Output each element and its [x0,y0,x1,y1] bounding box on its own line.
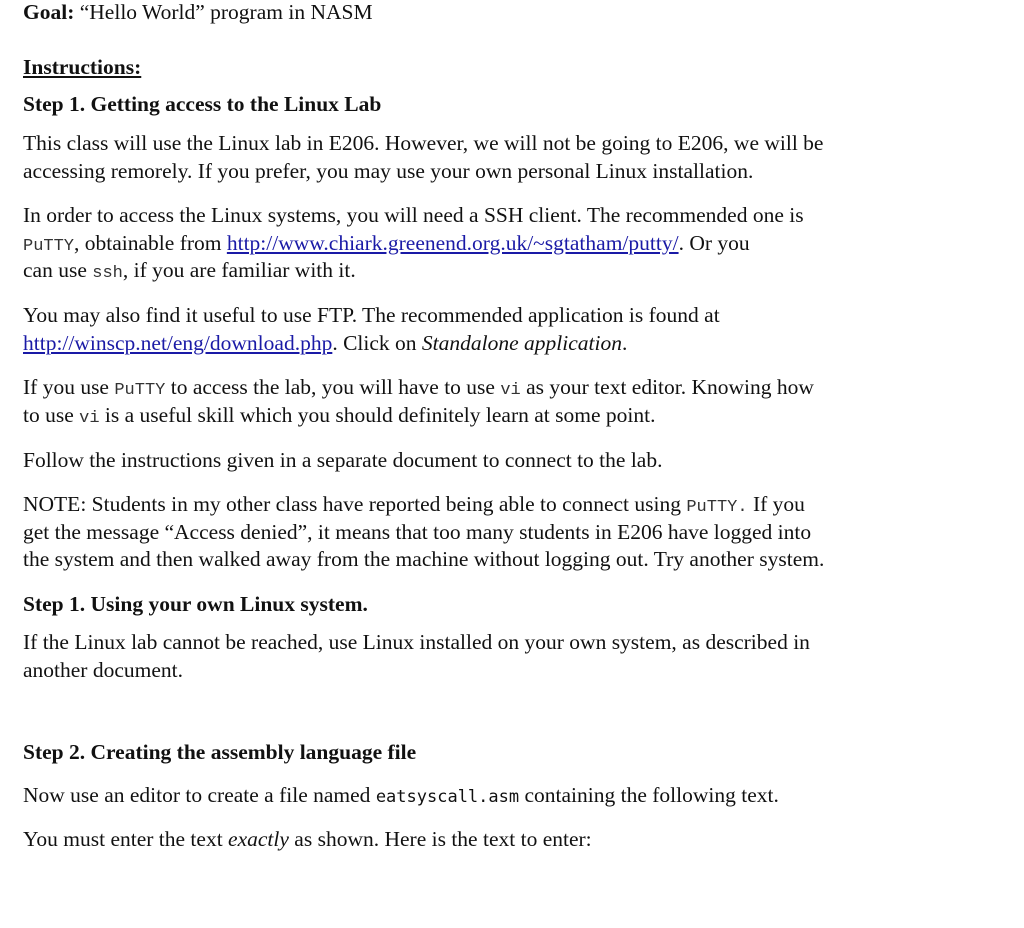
text-span: Now use an editor to create a file named [23,783,376,807]
step1-own-linux-heading: Step 1. Using your own Linux system. [23,592,368,616]
text-span: containing the following text. [519,783,779,807]
text-span: NOTE: Students in my other class have reported being able to connect using [23,492,687,516]
winscp-download-link[interactable]: http://winscp.net/eng/download.php [23,330,333,355]
text-span: is a useful skill which you should definitely learn at some point. [99,402,656,427]
note-line-2: get the message “Access denied”, it means that too many students in E206 have logged into [23,519,812,544]
text-span: If you [747,492,805,516]
exactly-text: exactly [228,827,289,851]
step1-paragraph-4-line-2 [23,402,1013,433]
eatsyscall-filename: eatsyscall.asm [375,787,520,807]
putty-code: PuTTY. [686,498,748,517]
step1-paragraph-2-line-1: In order to access the Linux systems, you will need a SSH client. The recommended one is [23,203,804,227]
vi-code: vi [500,381,521,400]
step2-heading: Step 2. Creating the assembly language file [23,740,417,764]
step1-lab-heading: Step 1. Getting access to the Linux Lab [23,92,382,116]
putty-code: PuTTY [114,381,166,400]
step1-paragraph-4-line-1 [23,374,1013,405]
text-span: . Click on [332,330,422,355]
text-span: as shown. Here is the text to enter: [288,827,592,851]
step1-own-linux-line-2: another document. [23,657,184,682]
text-span: as your text editor. Knowing how [520,375,814,399]
text-span: can use [23,258,93,282]
text-span: . Or you [678,230,750,255]
vi-code: vi [79,408,100,428]
goal-line [23,0,1013,27]
note-line-3: the system and then walked away from the machine without logging out. Try another system. [23,547,825,571]
text-span: , if you are familiar with it. [122,258,356,282]
standalone-application-text: Standalone application [421,330,622,355]
step1-paragraph-3-line-1: You may also find it useful to use FTP. The recommended application is found at [23,303,720,327]
step1-paragraph-2-line-3 [23,257,1013,288]
step1-paragraph-1-line-2: accessing remorely. If you prefer, you may use your own personal Linux installation. [23,158,754,183]
text-span: to use [23,402,80,427]
putty-download-link[interactable]: http://www.chiark.greenend.org.uk/~sgtatham/putty/ [226,230,679,255]
step2-line-1 [23,782,1013,812]
step1-paragraph-3-line-2 [23,330,1013,358]
instructions-heading: Instructions: [23,55,142,79]
step2-line-2 [23,826,1013,854]
putty-code: PuTTY [23,236,75,256]
text-span: If you use [23,375,115,399]
goal-text: “Hello World” program in NASM [79,0,373,24]
step1-paragraph-1-line-1: This class will use the Linux lab in E206. However, we will not be going to E206, we will be [23,131,824,155]
text-span: . [621,330,628,355]
step1-own-linux-line-1: If the Linux lab cannot be reached, use Linux installed on your own system, as described in [23,630,810,654]
step1-paragraph-2-line-2 [23,230,1013,261]
note-line-1 [23,491,1013,522]
text-span: , obtainable from [74,230,227,255]
step1-paragraph-5: Follow the instructions given in a separate document to connect to the lab. [23,448,663,472]
text-span: You must enter the text [23,827,229,851]
ssh-code: ssh [92,264,123,283]
goal-label: Goal: [23,0,75,24]
text-span: to access the lab, you will have to use [165,375,501,399]
